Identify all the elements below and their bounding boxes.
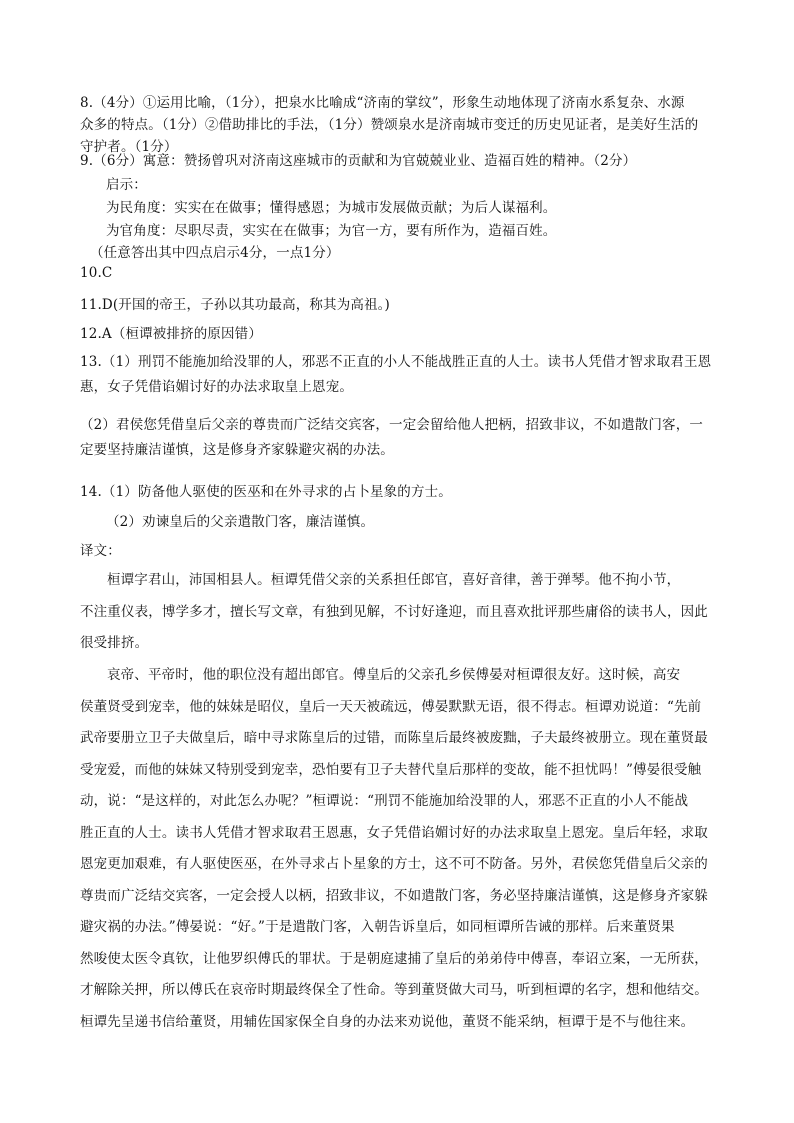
answer-11: 11.D(开国的帝王，子孙以其功最高，称其为高祖。) — [80, 297, 390, 313]
answer-8-line: 守护者。（1分） — [80, 139, 178, 155]
translation-paragraph-1 — [80, 565, 708, 660]
answer-13-part-2 — [80, 413, 703, 463]
translation-line: 然唆使太医令真钦，让他罗织傅氏的罪状。于是朝庭逮捕了皇后的弟弟侍中傅喜，奉诏立案，一无所获， — [80, 950, 708, 967]
answer-12: 12.A（桓谭被排挤的原因错） — [80, 326, 262, 342]
translation-line: 避灾祸的办法。”傅晏说：“好。”于是遣散门客，入朝告诉皇后，如同桓谭所告诫的那样。后来董贤果 — [80, 919, 675, 935]
translation-label: 译文： — [80, 543, 121, 559]
translation-line: 动，说：“是这样的，对此怎么办呢？”桓谭说：“刑罚不能施加给没罪的人，邪恶不正直的小人不能战 — [80, 793, 689, 809]
answer-9-main: 9.（6分）寓意：赞扬曾巩对济南这座城市的贡献和为官兢兢业业、造福百姓的精神。（2分） — [80, 153, 637, 169]
translation-line: 很受排挤。 — [80, 635, 149, 651]
answer-9-official-angle: 为官角度：尽职尽责，实实在在做事；为官一方，要有所作为，造福百姓。 — [106, 223, 557, 239]
answer-9-enlighten-label: 启示： — [106, 177, 147, 193]
translation-line: 不注重仪表，博学多才，擅长写文章，有独到见解，不讨好逢迎，而且喜欢批评那些庸俗的读书人，因此 — [80, 603, 708, 620]
answer-14-part-2: （2）劝谏皇后的父亲遣散门客，廉洁谨慎。 — [106, 514, 375, 530]
translation-line: 尊贵而广泛结交宾客，一定会授人以柄，招致非议，不如遣散门客，务必坚持廉洁谨慎，这是修身齐家躲 — [80, 887, 708, 904]
answer-13-line: （2）君侯您凭借皇后父亲的尊贵而广泛结交宾客，一定会留给他人把柄，招致非议，不如遣散门客，一 — [80, 417, 703, 433]
answer-9-scoring-note: （任意答出其中四点启示4分，一点1分） — [90, 245, 340, 261]
answer-13-line: 定要坚持廉洁谨慎，这是修身齐家躲避灾祸的办法。 — [80, 442, 394, 458]
answer-13 — [80, 350, 711, 400]
translation-paragraph-2 — [80, 660, 708, 1038]
translation-line: 受宠爱，而他的妹妹又特别受到宠幸，恐怕要有卫子夫替代皇后那样的变故，能不担忧吗！”傅晏很受触 — [80, 761, 702, 778]
answer-9-people-angle: 为民角度：实实在在做事；懂得感恩；为城市发展做贡献；为后人谋福利。 — [106, 200, 557, 216]
translation-line: 恩宠更加艰难，有人驱使医巫，在外寻求占卜星象的方士，这不可不防备。另外，君侯您凭借皇后父亲的 — [80, 856, 708, 872]
answer-10: 10.C — [80, 265, 113, 281]
translation-line: 桓谭先呈递书信给董贤，用辅佐国家保全自身的办法来劝说他，董贤不能采纳，桓谭于是不与他往来。 — [80, 1013, 695, 1030]
answer-13-line: 13.（1）刑罚不能施加给没罪的人，邪恶不正直的小人不能战胜正直的人士。读书人凭借才智求取君王恩 — [80, 354, 712, 370]
answer-8-line: 8.（4分）①运用比喻，（1分），把泉水比喻成“济南的掌纹”，形象生动地体现了济南水系复杂、水源 — [80, 95, 685, 111]
translation-line: 才解除关押，所以傅氏在哀帝时期最终保全了性命。等到董贤做大司马，听到桓谭的名字，想和他结交。 — [80, 982, 708, 998]
answer-13-line: 惠，女子凭借谄媚讨好的办法求取皇上恩宠。 — [80, 379, 353, 395]
answer-14-part-1: 14.（1）防备他人驱使的医巫和在外寻求的占卜星象的方士。 — [80, 484, 452, 500]
translation-line: 侯董贤受到宠幸，他的妹妹是昭仪，皇后一天天被疏远，傅晏默默无语，很不得志。桓谭劝说道：“先前 — [80, 698, 702, 715]
answer-8-line: 众多的特点。（1分）②借助排比的手法，（1分）赞颂泉水是济南城市变迁的历史见证者，是美好生活的 — [80, 117, 699, 133]
translation-line: 哀帝、平帝时，他的职位没有超出郎官。傅皇后的父亲孔乡侯傅晏对桓谭很友好。这时候，高安 — [107, 667, 681, 683]
translation-line: 桓谭字君山，沛国相县人。桓谭凭借父亲的关系担任郎官，喜好音律，善于弹琴。他不拘小节， — [107, 572, 681, 588]
translation-line: 武帝要册立卫子夫做皇后，暗中寻求陈皇后的过错，而陈皇后最终被废黜，子夫最终被册立。现在董贤最 — [80, 730, 708, 746]
translation-line: 胜正直的人士。读书人凭借才智求取君王恩惠，女子凭借谄媚讨好的办法求取皇上恩宠。皇后年轻，求取 — [80, 824, 708, 841]
